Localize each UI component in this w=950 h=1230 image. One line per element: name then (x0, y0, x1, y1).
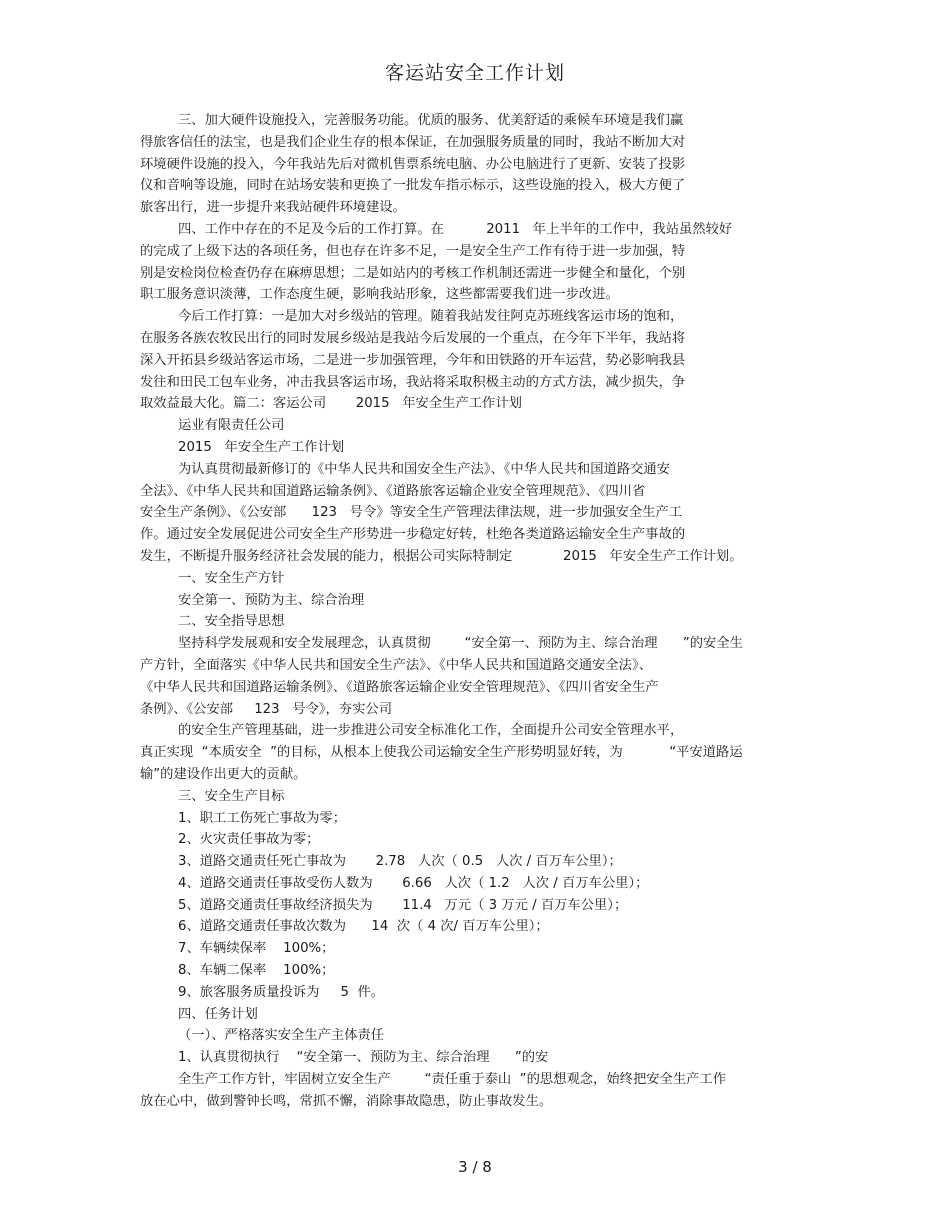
list-item: 1、职工工伤死亡事故为零； (178, 810, 347, 826)
text-line: 的完成了上级下达的各项任务，但也存在许多不足，一是安全生产工作有待于进一步加强，特 (140, 243, 686, 259)
text-line: 全生产工作方针，牢固树立安全生产 “责任重于泰山 ”的思想观念，始终把安全生产工作 (178, 1072, 727, 1088)
text-line: 的安全生产管理基础，进一步推进公司安全标准化工作，全面提升公司安全管理水平， (178, 723, 684, 739)
text-line: 安全第一、预防为主、综合治理 (178, 592, 365, 608)
text-line: 三、加大硬件设施投入，完善服务功能。优质的服务、优美舒适的乘候车环境是我们赢 (178, 113, 684, 128)
list-item: 8、车辆二保率 100%； (178, 963, 335, 979)
text-line: 仪和音响等设施，同时在站场安装和更换了一批发车指示标示，这些设施的投入，极大方便了 (140, 178, 686, 194)
list-item: 9、旅客服务质量投诉为 5 件。 (178, 984, 385, 1000)
text-line: 产方针，全面落实《中华人民共和国安全生产法》、《中华人民共和国道路交通安全法》、 (140, 657, 652, 673)
text-line: 坚持科学发展观和安全发展理念，认真贯彻 “安全第一、预防为主、综合治理 ”的安全生 (178, 636, 743, 652)
text-line: 今后工作打算：一是加大对乡级站的管理。随着我站发往阿克苏班线客运市场的饱和， (178, 309, 684, 325)
list-item: 4、道路交通责任事故受伤人数为 6.66 人次（ 1.2 人次 / 百万车公里）； (178, 875, 649, 891)
text-line: 全法》、《中华人民共和国道路运输条例》、《道路旅客运输企业安全管理规范》、《四川省 (140, 483, 646, 499)
list-item: 3、道路交通责任死亡事故为 2.78 人次（ 0.5 人次 / 百万车公里）； (178, 854, 622, 870)
text-line: 发往和田民工包车业务，冲击我县客运市场，我站将采取积极主动的方式方法，减少损失，争 (140, 374, 686, 390)
text-line: 取效益最大化。篇二：客运公司 2015 年安全生产工作计划 (140, 396, 522, 412)
page-number: 3 / 8 (458, 1158, 492, 1176)
document-body (140, 110, 820, 1113)
subsection-heading: （一）、严格落实安全生产主体责任 (178, 1028, 385, 1044)
section-heading: 三、安全生产目标 (178, 788, 285, 804)
text-line: 作。通过安全发展促进公司安全生产形势进一步稳定好转，杜绝各类道路运输安全生产事故的 (140, 527, 686, 543)
text-line: 旅客出行，进一步提升来我站硬件环境建设。 (140, 200, 406, 216)
list-item: 5、道路交通责任事故经济损失为 11.4 万元（ 3 万元 / 百万车公里）； (178, 897, 628, 913)
text-line: 为认真贯彻最新修订的《中华人民共和国安全生产法》、《中华人民共和国道路交通安 (178, 461, 670, 477)
text-line: 别是安检岗位检查仍存在麻痹思想；二是如站内的考核工作机制还需进一步健全和量化，个别 (140, 265, 686, 281)
text-line: 四、工作中存在的不足及今后的工作打算。在 2011 年上半年的工作中，我站虽然较好 (178, 221, 733, 237)
section-heading: 一、安全生产方针 (178, 570, 285, 586)
list-item: 7、车辆续保率 100%； (178, 941, 335, 957)
section-heading: 二、安全指导思想 (178, 614, 285, 630)
text-line: 输”的建设作出更大的贡献。 (140, 766, 307, 782)
list-item: 2、火灾责任事故为零； (178, 832, 320, 848)
text-line: 1、认真贯彻执行 “安全第一、预防为主、综合治理 ”的安 (178, 1050, 549, 1066)
text-line: 深入开拓县乡级站客运市场，二是进一步加强管理，今年和田铁路的开车运营，势必影响我县 (140, 352, 686, 368)
text-line: 放在心中，做到警钟长鸣，常抓不懈，消除事故隐患，防止事故发生。 (140, 1093, 553, 1109)
text-line: 2015 年安全生产工作计划 (178, 439, 345, 455)
text-line: 《中华人民共和国道路运输条例》、《道路旅客运输企业安全管理规范》、《四川省安全生产 (140, 679, 659, 695)
list-item: 6、道路交通责任事故次数为 14 次（ 4 次/ 百万车公里）； (178, 919, 549, 935)
section-heading: 四、任务计划 (178, 1006, 258, 1022)
text-line: 发生，不断提升服务经济社会发展的能力，根据公司实际特制定 2015 年安全生产工作计划。 (140, 548, 743, 564)
document-title: 客运站安全工作计划 (384, 62, 565, 84)
text-line: 条例》、《公安部 123 号令》，夯实公司 (140, 701, 392, 717)
text-line: 运业有限责任公司 (178, 418, 285, 434)
text-line: 在服务各族农牧民出行的同时发展乡级站是我站今后发展的一个重点，在今年下半年，我站将 (140, 330, 686, 346)
text-line: 真正实现 “本质安全 ”的目标，从根本上使我公司运输安全生产形势明显好转，为 “平安道路运 (140, 745, 743, 761)
text-line: 安全生产条例》、《公安部 123 号令》等安全生产管理法律法规，进一步加强安全生产工 (140, 505, 683, 521)
text-line: 职工服务意识淡薄，工作态度生硬，影响我站形象，这些都需要我们进一步改进。 (140, 287, 619, 303)
text-line: 得旅客信任的法宝，也是我们企业生存的根本保证，在加强服务质量的同时，我站不断加大对 (140, 134, 686, 150)
text-line: 环境硬件设施的投入，今年我站先后对微机售票系统电脑、办公电脑进行了更新、安装了投影 (140, 156, 686, 172)
